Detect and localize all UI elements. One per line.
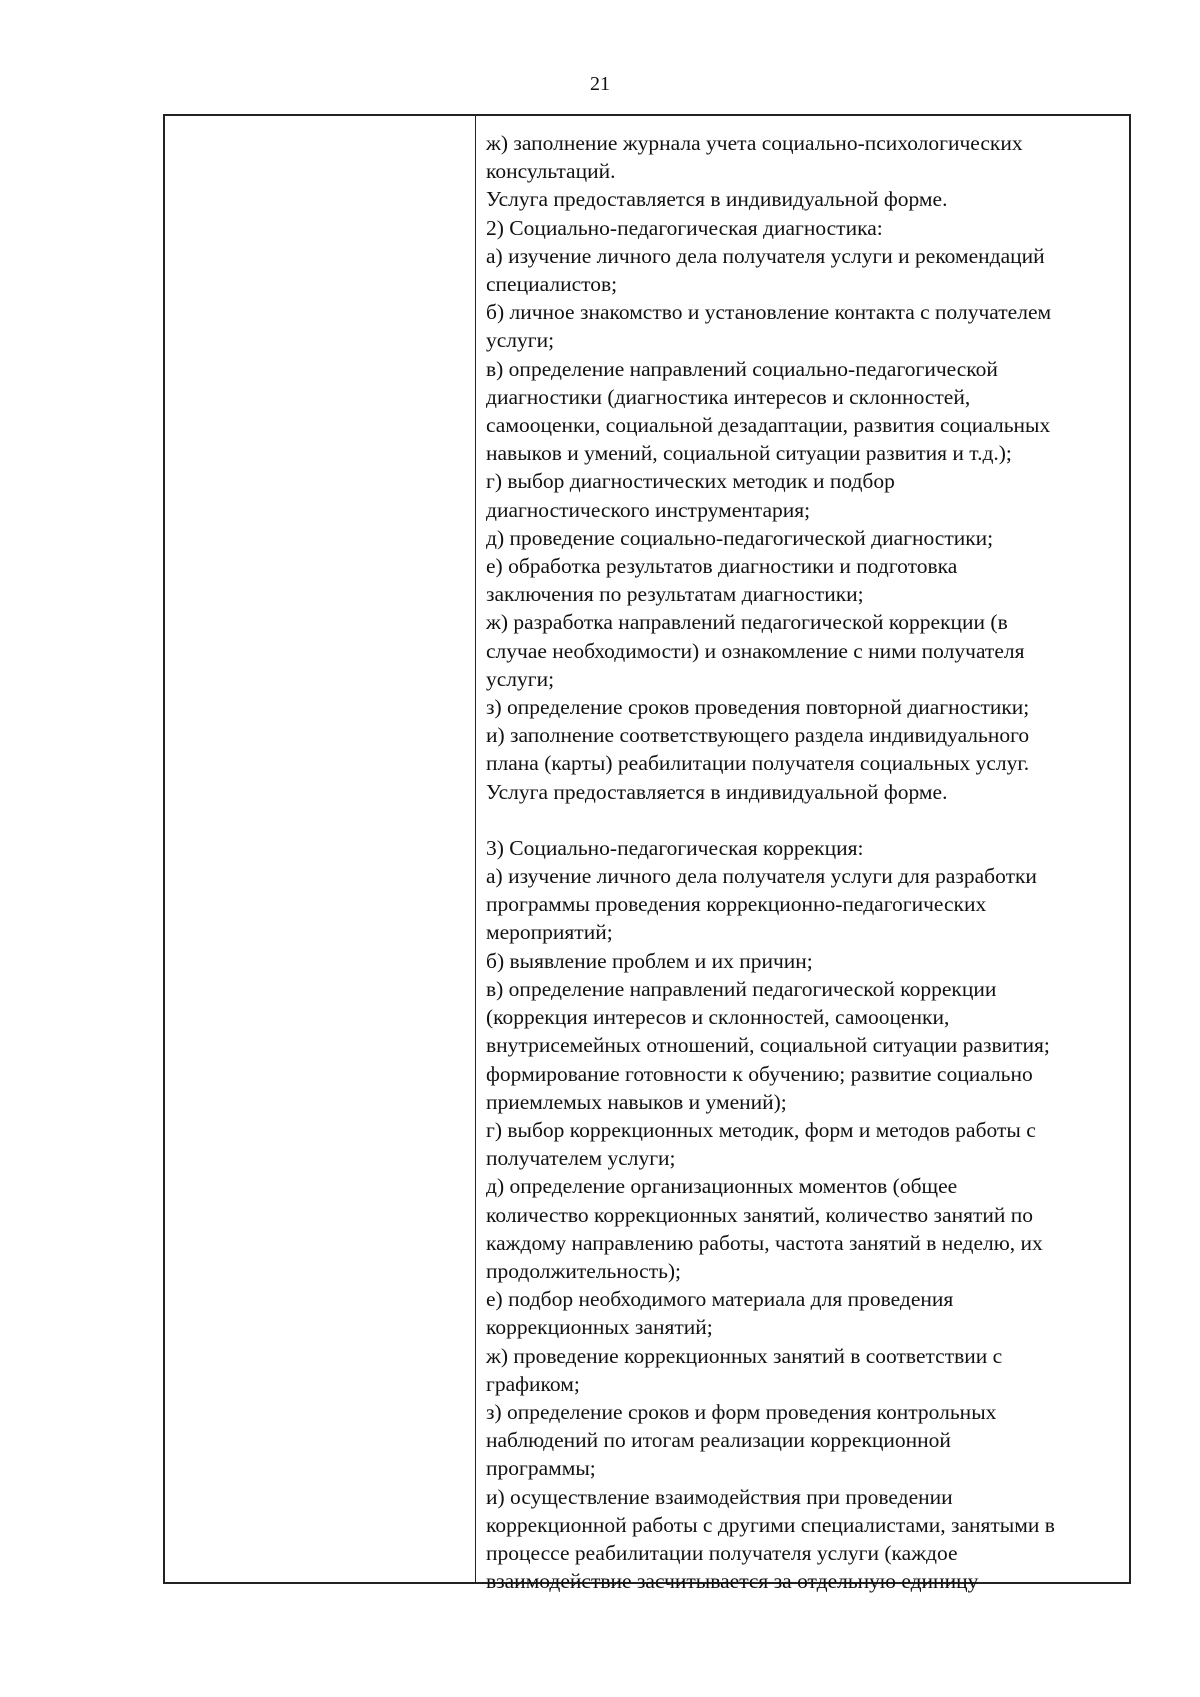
text-line: е) подбор необходимого материала для проведения [486,1287,954,1312]
text-line: г) выбор коррекционных методик, форм и методов работы с [486,1117,1036,1142]
section-gap [486,806,1123,834]
text-line: б) выявление проблем и их причин; [486,948,813,973]
text-line: мероприятий; [486,920,613,945]
text-line: программы проведения коррекционно-педагогических [486,892,987,917]
table-left-cell [165,116,476,1582]
text-line: услуги; [486,328,555,353]
page-number: 21 [590,73,610,95]
text-line: в) определение направлений педагогической коррекции [486,976,997,1001]
text-line: диагностического инструментария; [486,497,811,522]
text-line: получателем услуги; [486,1146,676,1171]
text-line: д) определение организационных моментов (общее [486,1174,958,1199]
text-line: графиком; [486,1371,580,1396]
text-line: приемлемых навыков и умений); [486,1089,787,1114]
text-line: ж) разработка направлений педагогической коррекции (в [486,610,1008,635]
text-line: г) выбор диагностических методик и подбор [486,469,895,494]
text-line: в) определение направлений социально-педагогической [486,356,998,381]
text-line: взаимодействие засчитывается за отдельную единицу [486,1569,979,1594]
text-line: (коррекция интересов и склонностей, самооценки, [486,1005,950,1030]
section-3 [486,834,1123,1595]
text-line: формирование готовности к обучению; развитие социально [486,1061,1033,1086]
text-line: программы; [486,1456,596,1481]
section-2 [486,214,1123,806]
text-line: плана (карты) реабилитации получателя социальных услуг. [486,751,1030,776]
text-line: Услуга предоставляется в индивидуальной форме. [486,187,948,212]
text-line: з) определение сроков проведения повторной диагностики; [486,695,1030,720]
text-line: ж) проведение коррекционных занятий в соответствии с [486,1343,1003,1368]
text-line: е) обработка результатов диагностики и подготовка [486,554,958,579]
text-line: специалистов; [486,272,618,297]
text-line: каждому направлению работы, частота занятий в неделю, их [486,1230,1043,1255]
section-1-tail [486,129,1123,214]
table-right-cell [476,116,1129,1594]
text-line: самооценки, социальной дезадаптации, развития социальных [486,413,1051,438]
text-line: 2) Социально-педагогическая диагностика: [486,215,883,240]
text-line: внутрисемейных отношений, социальной ситуации развития; [486,1033,1050,1058]
text-line: и) осуществление взаимодействия при проведении [486,1484,953,1509]
text-line: консультаций. [486,159,616,184]
text-line: ж) заполнение журнала учета социально-психологических [486,131,1023,155]
text-line: б) личное знакомство и установление контакта с получателем [486,300,1052,325]
text-line: продолжительность); [486,1258,682,1283]
text-line: д) проведение социально-педагогической диагностики; [486,525,994,550]
text-line: навыков и умений, социальной ситуации развития и т.д.); [486,441,1012,466]
text-line: Услуга предоставляется в индивидуальной форме. [486,779,948,804]
service-table [163,114,1131,1594]
text-line: коррекционной работы с другими специалистами, занятыми в [486,1512,1055,1537]
text-line: коррекционных занятий; [486,1315,713,1340]
text-line: услуги; [486,666,555,691]
text-line: 3) Социально-педагогическая коррекция: [486,835,864,860]
text-line: процессе реабилитации получателя услуги (каждое [486,1540,958,1565]
text-line: и) заполнение соответствующего раздела индивидуального [486,723,1030,748]
text-line: случае необходимости) и ознакомление с ними получателя [486,638,1025,663]
text-line: наблюдений по итогам реализации коррекционной [486,1428,951,1453]
text-line: диагностики (диагностика интересов и склонностей, [486,384,971,409]
text-line: заключения по результатам диагностики; [486,582,864,607]
text-line: а) изучение личного дела получателя услуги для разработки [486,864,1037,889]
text-line: количество коррекционных занятий, количество занятий по [486,1202,1034,1227]
text-line: з) определение сроков и форм проведения контрольных [486,1399,997,1424]
text-line: а) изучение личного дела получателя услуги и рекомендаций [486,243,1045,268]
